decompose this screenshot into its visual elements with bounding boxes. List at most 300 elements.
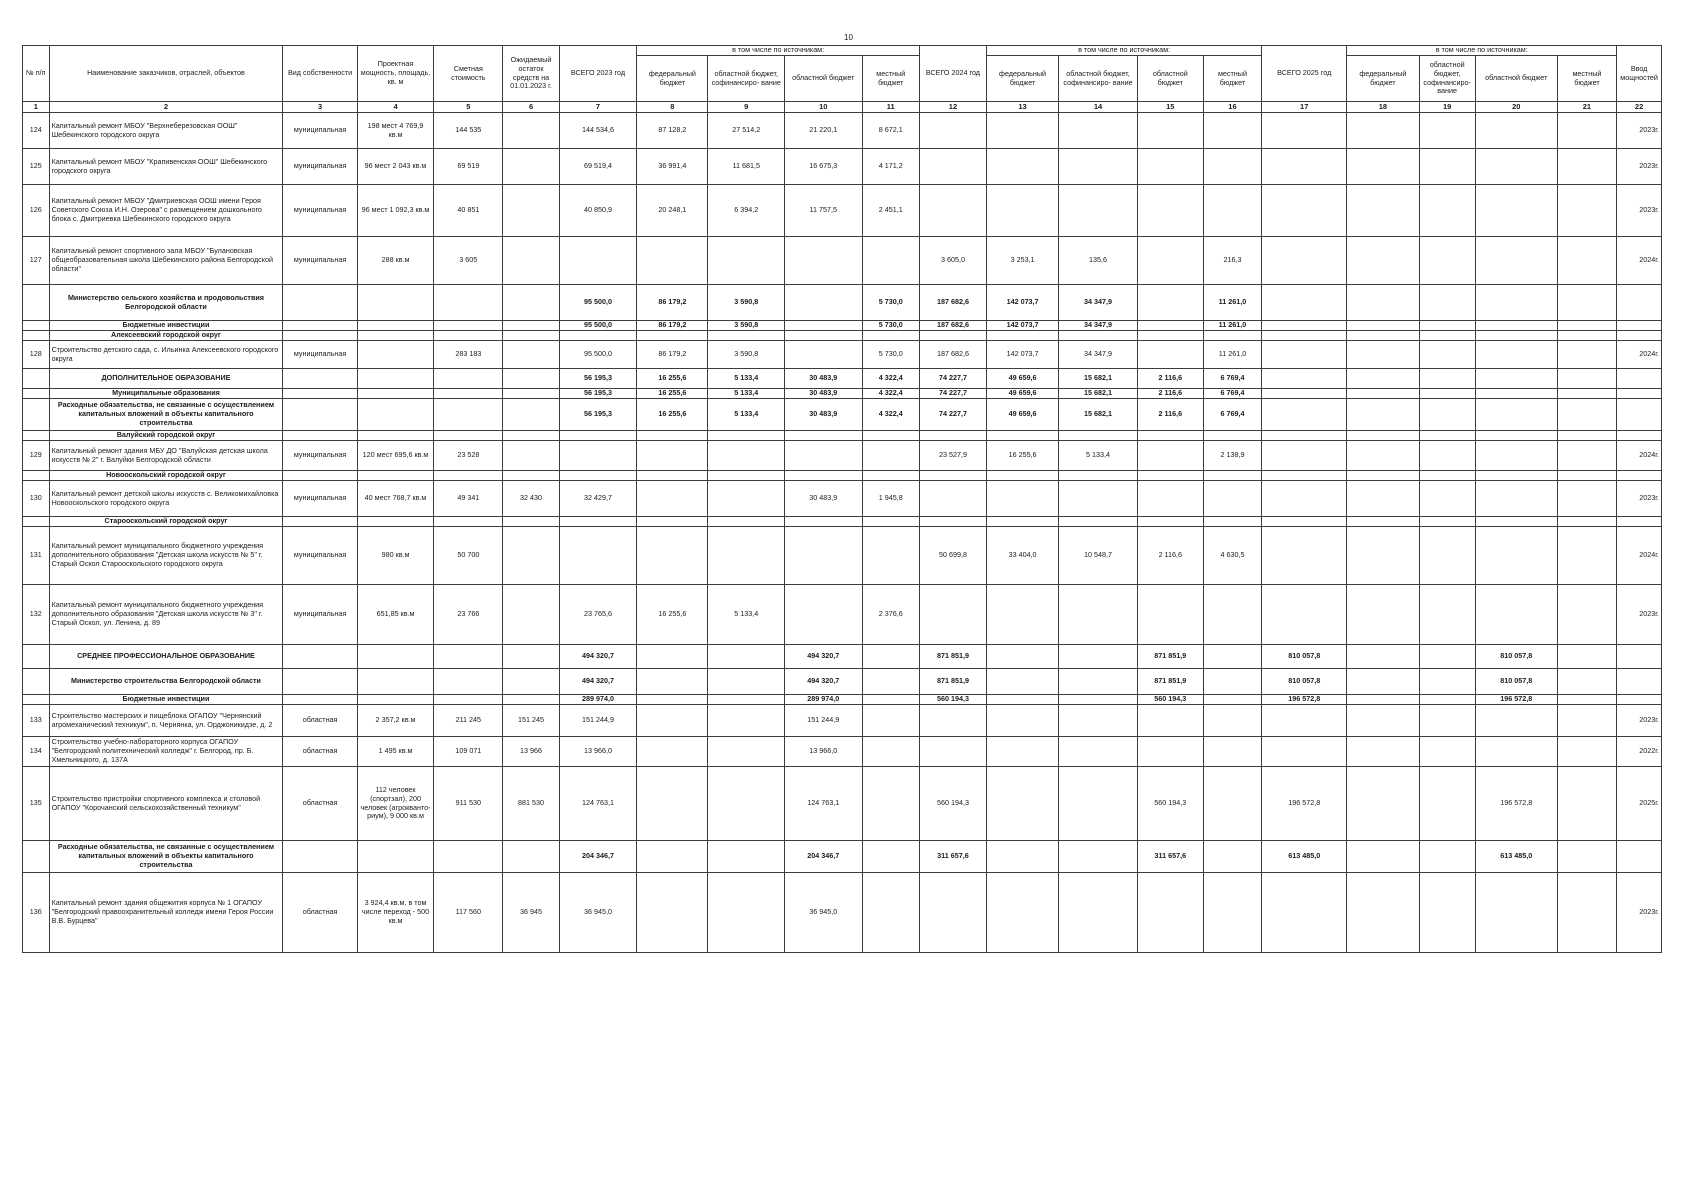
- table-cell: 871 851,9: [1137, 645, 1203, 669]
- table-cell: [1419, 669, 1475, 695]
- section-blank-cell: [23, 517, 50, 527]
- table-cell: [1419, 841, 1475, 873]
- table-cell: [1059, 695, 1138, 705]
- table-cell: [1203, 645, 1261, 669]
- section-empty-cell: [283, 431, 357, 441]
- table-cell: 144 535: [434, 113, 503, 149]
- row-number: 124: [23, 113, 50, 149]
- column-number: 1: [23, 102, 50, 113]
- section-empty-cell: [1557, 471, 1617, 481]
- table-cell: 2023г.: [1617, 705, 1662, 737]
- row-number: 127: [23, 237, 50, 285]
- capital-investment-table: [22, 45, 1662, 953]
- table-cell: 289 974,0: [559, 695, 637, 705]
- table-cell: муниципальная: [283, 481, 357, 517]
- table-cell: муниципальная: [283, 341, 357, 369]
- section-empty-cell: [503, 431, 559, 441]
- table-cell: 34 347,9: [1059, 341, 1138, 369]
- section-empty-cell: [1419, 431, 1475, 441]
- subtotal-row: [23, 369, 1662, 389]
- row-name: Капитальный ремонт детской школы искусств с. Великомихайловка Новооскольского городского округа: [49, 481, 283, 517]
- header-remainder: Ожидаемый остаток средств на 01.01.2023 г.: [503, 46, 559, 102]
- section-title: Алексеевский городской округ: [49, 331, 283, 341]
- table-cell: областная: [283, 767, 357, 841]
- table-cell: [1137, 441, 1203, 471]
- section-empty-cell: [784, 431, 862, 441]
- section-empty-cell: [357, 471, 434, 481]
- section-empty-cell: [283, 471, 357, 481]
- table-cell: [1347, 149, 1419, 185]
- table-cell: [503, 237, 559, 285]
- table-cell: 50 700: [434, 527, 503, 585]
- table-cell: 96 мест 1 092,3 кв.м: [357, 185, 434, 237]
- table-cell: [862, 645, 919, 669]
- table-cell: [1475, 113, 1557, 149]
- table-cell: 142 073,7: [986, 341, 1058, 369]
- table-cell: 142 073,7: [986, 285, 1058, 321]
- column-number: 6: [503, 102, 559, 113]
- table-cell: [708, 481, 785, 517]
- row-name: Строительство мастерских и пищеблока ОГАПОУ "Чернянский агромеханический техникум", п. Чернянка, ул. Орджоникидзе, д. 2: [49, 705, 283, 737]
- table-cell: [862, 669, 919, 695]
- table-cell: 288 кв.м: [357, 237, 434, 285]
- section-empty-cell: [862, 431, 919, 441]
- table-cell: 2023г.: [1617, 149, 1662, 185]
- section-empty-cell: [1262, 517, 1347, 527]
- row-number: 126: [23, 185, 50, 237]
- table-cell: 2023г.: [1617, 113, 1662, 149]
- table-cell: 3 605,0: [919, 237, 986, 285]
- table-cell: [1419, 113, 1475, 149]
- table-cell: муниципальная: [283, 149, 357, 185]
- table-cell: 289 974,0: [784, 695, 862, 705]
- table-cell: муниципальная: [283, 113, 357, 149]
- subtotal-row: [23, 399, 1662, 431]
- section-empty-cell: [1203, 431, 1261, 441]
- table-cell: [1419, 185, 1475, 237]
- header-regional-cofin: областной бюджет, софинансиро- вание: [1419, 56, 1475, 102]
- table-cell: 32 430: [503, 481, 559, 517]
- table-cell: 196 572,8: [1475, 695, 1557, 705]
- table-cell: [986, 841, 1058, 873]
- table-cell: [1059, 873, 1138, 953]
- table-cell: 3 924,4 кв.м, в том числе переход - 500 кв.м: [357, 873, 434, 953]
- section-empty-cell: [919, 431, 986, 441]
- table-cell: [1475, 737, 1557, 767]
- table-cell: 124 763,1: [784, 767, 862, 841]
- column-number: 3: [283, 102, 357, 113]
- table-cell: [862, 737, 919, 767]
- section-empty-cell: [1617, 331, 1662, 341]
- table-cell: [434, 369, 503, 389]
- table-cell: [1419, 645, 1475, 669]
- table-cell: 810 057,8: [1475, 669, 1557, 695]
- table-cell: [1475, 185, 1557, 237]
- section-empty-cell: [1347, 517, 1419, 527]
- table-cell: 980 кв.м: [357, 527, 434, 585]
- row-name: Бюджетные инвестиции: [49, 321, 283, 331]
- table-cell: 56 195,3: [559, 389, 637, 399]
- table-cell: 211 245: [434, 705, 503, 737]
- table-cell: 49 659,6: [986, 399, 1058, 431]
- section-empty-cell: [559, 471, 637, 481]
- table-cell: 95 500,0: [559, 321, 637, 331]
- table-cell: 5 133,4: [1059, 441, 1138, 471]
- table-cell: [1137, 149, 1203, 185]
- table-cell: 3 590,8: [708, 285, 785, 321]
- section-empty-cell: [1203, 471, 1261, 481]
- table-cell: [1137, 737, 1203, 767]
- table-cell: 23 766: [434, 585, 503, 645]
- section-empty-cell: [919, 471, 986, 481]
- table-cell: [1557, 185, 1617, 237]
- table-cell: [919, 113, 986, 149]
- header-sources-2023: в том числе по источникам:: [637, 46, 920, 56]
- table-cell: [1137, 481, 1203, 517]
- row-number: 131: [23, 527, 50, 585]
- table-cell: 311 657,6: [1137, 841, 1203, 873]
- table-cell: 27 514,2: [708, 113, 785, 149]
- table-cell: [1419, 737, 1475, 767]
- table-cell: 6 769,4: [1203, 389, 1261, 399]
- table-cell: [1347, 645, 1419, 669]
- row-number: [23, 285, 50, 321]
- table-cell: [1347, 841, 1419, 873]
- table-cell: [1347, 399, 1419, 431]
- section-empty-cell: [708, 431, 785, 441]
- table-cell: 36 945: [503, 873, 559, 953]
- header-sources-2024: в том числе по источникам:: [986, 46, 1261, 56]
- table-cell: [559, 441, 637, 471]
- column-number: 2: [49, 102, 283, 113]
- table-cell: 810 057,8: [1475, 645, 1557, 669]
- table-cell: [503, 527, 559, 585]
- row-number: [23, 369, 50, 389]
- section-empty-cell: [1419, 517, 1475, 527]
- table-cell: [1557, 481, 1617, 517]
- table-cell: [919, 873, 986, 953]
- section-empty-cell: [357, 517, 434, 527]
- table-cell: 216,3: [1203, 237, 1261, 285]
- table-cell: [1347, 285, 1419, 321]
- row-number: 134: [23, 737, 50, 767]
- table-cell: 911 530: [434, 767, 503, 841]
- table-cell: [986, 149, 1058, 185]
- section-empty-cell: [1475, 471, 1557, 481]
- row-number: [23, 389, 50, 399]
- section-empty-cell: [1059, 431, 1138, 441]
- table-cell: [708, 669, 785, 695]
- table-row: [23, 527, 1662, 585]
- section-empty-cell: [637, 431, 708, 441]
- table-cell: [283, 369, 357, 389]
- column-number: 15: [1137, 102, 1203, 113]
- section-empty-cell: [434, 471, 503, 481]
- table-cell: [1419, 149, 1475, 185]
- column-number: 14: [1059, 102, 1138, 113]
- section-empty-cell: [1203, 331, 1261, 341]
- subtotal-row: [23, 321, 1662, 331]
- table-cell: [784, 527, 862, 585]
- table-cell: 2 357,2 кв.м: [357, 705, 434, 737]
- section-row: [23, 517, 1662, 527]
- table-cell: [1059, 185, 1138, 237]
- table-cell: [1203, 481, 1261, 517]
- table-cell: 2 116,6: [1137, 399, 1203, 431]
- table-cell: [708, 645, 785, 669]
- table-cell: [1262, 321, 1347, 331]
- page-number: 10: [844, 33, 853, 42]
- table-cell: [1059, 481, 1138, 517]
- column-number: 7: [559, 102, 637, 113]
- table-cell: [357, 669, 434, 695]
- section-empty-cell: [1475, 331, 1557, 341]
- section-empty-cell: [708, 517, 785, 527]
- table-cell: [1617, 399, 1662, 431]
- table-cell: 49 659,6: [986, 369, 1058, 389]
- table-row: [23, 441, 1662, 471]
- table-cell: [503, 585, 559, 645]
- table-cell: [1347, 873, 1419, 953]
- section-empty-cell: [1347, 331, 1419, 341]
- header-federal: федеральный бюджет: [1347, 56, 1419, 102]
- table-cell: 198 мест 4 769,9 кв.м: [357, 113, 434, 149]
- column-number: 21: [1557, 102, 1617, 113]
- table-cell: 494 320,7: [559, 669, 637, 695]
- table-cell: [1262, 737, 1347, 767]
- row-name: СРЕДНЕЕ ПРОФЕССИОНАЛЬНОЕ ОБРАЗОВАНИЕ: [49, 645, 283, 669]
- table-cell: [1557, 441, 1617, 471]
- row-name: Муниципальные образования: [49, 389, 283, 399]
- table-cell: [1557, 841, 1617, 873]
- table-cell: 151 244,9: [559, 705, 637, 737]
- table-cell: [708, 841, 785, 873]
- section-title: Новооскольский городской округ: [49, 471, 283, 481]
- table-cell: 13 966,0: [784, 737, 862, 767]
- header-commissioning: Ввод мощностей: [1617, 46, 1662, 102]
- table-cell: [637, 481, 708, 517]
- table-cell: [1617, 285, 1662, 321]
- table-cell: 4 322,4: [862, 369, 919, 389]
- table-cell: [1262, 149, 1347, 185]
- row-name: Строительство детского сада, с. Ильинка Алексеевского городского округа: [49, 341, 283, 369]
- table-cell: 6 769,4: [1203, 399, 1261, 431]
- table-cell: 651,85 кв.м: [357, 585, 434, 645]
- table-cell: [434, 695, 503, 705]
- table-cell: [1419, 767, 1475, 841]
- table-cell: [503, 341, 559, 369]
- header-local: местный бюджет: [1203, 56, 1261, 102]
- table-cell: [1059, 669, 1138, 695]
- table-cell: 2022г.: [1617, 737, 1662, 767]
- row-number: 132: [23, 585, 50, 645]
- subtotal-row: [23, 695, 1662, 705]
- table-cell: 11 261,0: [1203, 341, 1261, 369]
- section-empty-cell: [1557, 331, 1617, 341]
- table-cell: [1137, 341, 1203, 369]
- table-cell: 2 116,6: [1137, 369, 1203, 389]
- table-cell: [986, 695, 1058, 705]
- table-cell: 36 945,0: [559, 873, 637, 953]
- table-cell: [283, 399, 357, 431]
- table-cell: [1617, 669, 1662, 695]
- table-cell: 120 мест 695,6 кв.м: [357, 441, 434, 471]
- section-empty-cell: [708, 471, 785, 481]
- table-cell: 3 590,8: [708, 341, 785, 369]
- row-number: [23, 841, 50, 873]
- table-cell: [503, 695, 559, 705]
- header-regional: областной бюджет: [784, 56, 862, 102]
- row-number: [23, 695, 50, 705]
- table-cell: 95 500,0: [559, 285, 637, 321]
- table-cell: 311 657,6: [919, 841, 986, 873]
- table-cell: 5 133,4: [708, 389, 785, 399]
- table-row: [23, 237, 1662, 285]
- column-number: 20: [1475, 102, 1557, 113]
- column-number: 22: [1617, 102, 1662, 113]
- table-cell: [1557, 695, 1617, 705]
- section-empty-cell: [1475, 431, 1557, 441]
- table-cell: [1059, 841, 1138, 873]
- table-cell: [1347, 237, 1419, 285]
- table-cell: [637, 527, 708, 585]
- column-number: 11: [862, 102, 919, 113]
- table-cell: [1419, 369, 1475, 389]
- table-cell: [708, 705, 785, 737]
- table-cell: 1 495 кв.м: [357, 737, 434, 767]
- table-cell: [1557, 399, 1617, 431]
- column-number: 12: [919, 102, 986, 113]
- table-cell: [1557, 369, 1617, 389]
- section-empty-cell: [1557, 517, 1617, 527]
- table-cell: [784, 341, 862, 369]
- table-cell: [1557, 669, 1617, 695]
- table-cell: [283, 389, 357, 399]
- table-cell: 49 341: [434, 481, 503, 517]
- table-cell: [1617, 695, 1662, 705]
- table-cell: [1475, 389, 1557, 399]
- table-cell: [1262, 341, 1347, 369]
- table-cell: [1137, 705, 1203, 737]
- table-cell: [503, 841, 559, 873]
- table-cell: 10 548,7: [1059, 527, 1138, 585]
- table-cell: [1419, 341, 1475, 369]
- table-cell: [1419, 441, 1475, 471]
- section-empty-cell: [862, 517, 919, 527]
- table-cell: [1203, 737, 1261, 767]
- table-cell: [357, 389, 434, 399]
- row-number: 130: [23, 481, 50, 517]
- table-cell: муниципальная: [283, 237, 357, 285]
- table-cell: [1419, 285, 1475, 321]
- table-cell: [1557, 389, 1617, 399]
- section-empty-cell: [1617, 517, 1662, 527]
- table-cell: 881 530: [503, 767, 559, 841]
- section-empty-cell: [1347, 471, 1419, 481]
- table-cell: [862, 441, 919, 471]
- row-name: ДОПОЛНИТЕЛЬНОЕ ОБРАЗОВАНИЕ: [49, 369, 283, 389]
- section-empty-cell: [1137, 431, 1203, 441]
- table-cell: [708, 527, 785, 585]
- section-empty-cell: [283, 517, 357, 527]
- table-cell: [357, 321, 434, 331]
- table-cell: [1347, 669, 1419, 695]
- header-federal: федеральный бюджет: [986, 56, 1058, 102]
- table-cell: [637, 237, 708, 285]
- table-cell: [503, 669, 559, 695]
- table-cell: областная: [283, 873, 357, 953]
- table-cell: [1137, 237, 1203, 285]
- header-federal: федеральный бюджет: [637, 56, 708, 102]
- row-name: Расходные обязательства, не связанные с осуществлением капитальных вложений в объекты капитального строительства: [49, 399, 283, 431]
- table-cell: 16 255,6: [637, 585, 708, 645]
- header-local: местный бюджет: [1557, 56, 1617, 102]
- table-cell: [862, 527, 919, 585]
- table-cell: [862, 767, 919, 841]
- section-empty-cell: [1059, 471, 1138, 481]
- table-cell: [1059, 149, 1138, 185]
- table-cell: 16 255,6: [637, 389, 708, 399]
- table-cell: [1347, 441, 1419, 471]
- table-cell: [1347, 113, 1419, 149]
- table-cell: 11 261,0: [1203, 285, 1261, 321]
- table-cell: 2023г.: [1617, 585, 1662, 645]
- table-cell: [1203, 841, 1261, 873]
- section-empty-cell: [1262, 331, 1347, 341]
- table-cell: [1347, 369, 1419, 389]
- column-number: 5: [434, 102, 503, 113]
- section-empty-cell: [708, 331, 785, 341]
- header-estimate: Сметная стоимость: [434, 46, 503, 102]
- table-cell: 21 220,1: [784, 113, 862, 149]
- table-cell: 96 мест 2 043 кв.м: [357, 149, 434, 185]
- header-regional-cofin: областной бюджет, софинансиро- вание: [708, 56, 785, 102]
- table-cell: 56 195,3: [559, 399, 637, 431]
- table-cell: [1617, 841, 1662, 873]
- section-empty-cell: [1059, 331, 1138, 341]
- table-cell: [1262, 237, 1347, 285]
- table-cell: [1262, 441, 1347, 471]
- table-cell: 87 128,2: [637, 113, 708, 149]
- header-num: № п/п: [23, 46, 50, 102]
- section-empty-cell: [503, 517, 559, 527]
- table-cell: [1557, 149, 1617, 185]
- row-name: Расходные обязательства, не связанные с осуществлением капитальных вложений в объекты капитального строительства: [49, 841, 283, 873]
- table-cell: [1137, 873, 1203, 953]
- table-cell: [357, 285, 434, 321]
- table-cell: 196 572,8: [1262, 695, 1347, 705]
- column-number: 19: [1419, 102, 1475, 113]
- table-cell: 117 560: [434, 873, 503, 953]
- subtotal-row: [23, 841, 1662, 873]
- row-number: 133: [23, 705, 50, 737]
- row-name: Капитальный ремонт здания МБУ ДО "Валуйская детская школа искусств № 2" г. Валуйки Белгородской области: [49, 441, 283, 471]
- section-empty-cell: [1059, 517, 1138, 527]
- table-cell: 494 320,7: [784, 669, 862, 695]
- row-name: Капитальный ремонт здания общежития корпуса № 1 ОГАПОУ "Белгородский правоохранительный колледж имени Героя России В.В. Бурцева": [49, 873, 283, 953]
- table-cell: 4 171,2: [862, 149, 919, 185]
- row-number: [23, 399, 50, 431]
- table-cell: [434, 399, 503, 431]
- table-cell: [986, 113, 1058, 149]
- table-cell: 196 572,8: [1262, 767, 1347, 841]
- table-cell: [559, 527, 637, 585]
- table-cell: [1617, 321, 1662, 331]
- header-regional: областной бюджет: [1137, 56, 1203, 102]
- table-row: [23, 149, 1662, 185]
- table-cell: 142 073,7: [986, 321, 1058, 331]
- section-empty-cell: [784, 517, 862, 527]
